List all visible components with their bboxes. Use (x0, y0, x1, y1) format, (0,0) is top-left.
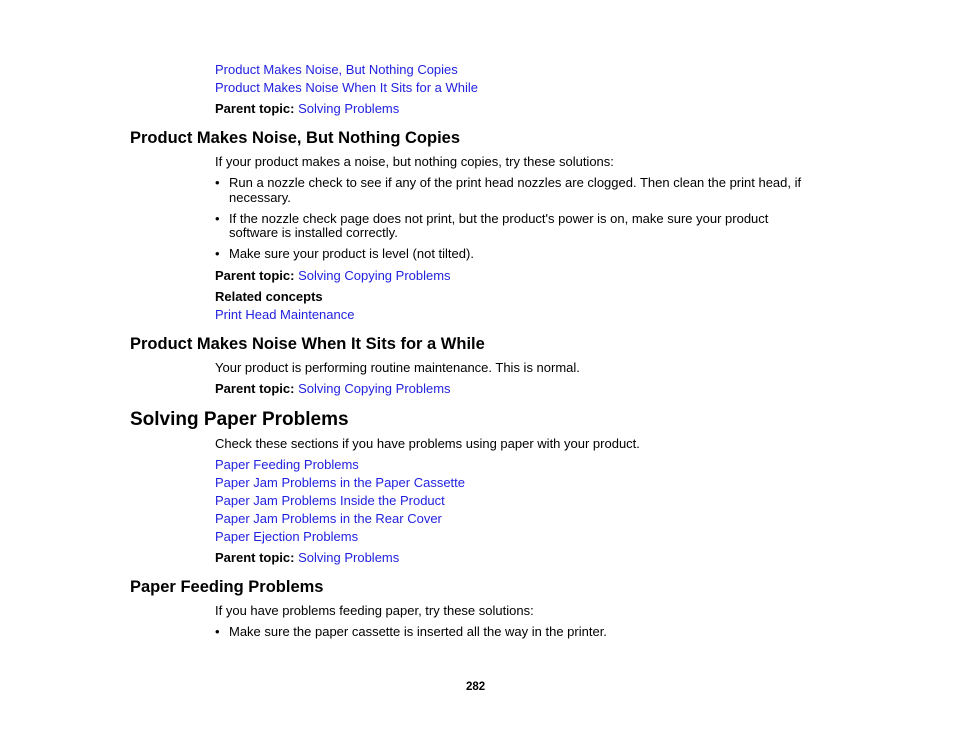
section3-parent-topic-link[interactable]: Solving Problems (298, 550, 400, 565)
section1-bullet-3: Make sure your product is level (not tilted). (229, 246, 474, 261)
section-heading-solving-paper-problems: Solving Paper Problems (130, 409, 349, 430)
parent-topic-label: Parent topic: (215, 550, 295, 565)
bullet-glyph: • (215, 211, 220, 226)
section3-parent-topic-line (215, 551, 399, 564)
section3-intro: Check these sections if you have problems using paper with your product. (215, 436, 640, 451)
section4-bullet-1: Make sure the paper cassette is inserted all the way in the printer. (229, 624, 607, 639)
link-paper-jam-cassette[interactable]: Paper Jam Problems in the Paper Cassette (215, 475, 466, 490)
section1-bullet-1-line2: necessary. (229, 190, 291, 205)
section1-parent-topic-link[interactable]: Solving Copying Problems (298, 268, 451, 283)
section2-parent-topic-line (215, 382, 451, 395)
link-paper-ejection-problems[interactable]: Paper Ejection Problems (215, 529, 359, 544)
section1-intro: If your product makes a noise, but nothing copies, try these solutions: (215, 154, 614, 169)
bullet-glyph: • (215, 624, 220, 639)
related-concepts-label: Related concepts (215, 289, 323, 304)
section1-bullet-1-line1: Run a nozzle check to see if any of the print head nozzles are clogged. Then clean the print head, if (229, 175, 802, 190)
section1-parent-topic-line (215, 269, 451, 282)
section-heading-noise-nothing-copies: Product Makes Noise, But Nothing Copies (130, 129, 461, 147)
section4-intro: If you have problems feeding paper, try these solutions: (215, 603, 534, 618)
section2-parent-topic-link[interactable]: Solving Copying Problems (298, 381, 451, 396)
parent-topic-link[interactable]: Solving Problems (298, 101, 400, 116)
bullet-glyph: • (215, 175, 220, 190)
parent-topic-label: Parent topic: (215, 268, 295, 283)
parent-topic-label: Parent topic: (215, 101, 295, 116)
related-link-print-head-maintenance[interactable]: Print Head Maintenance (215, 307, 355, 322)
top-link-noise-sits[interactable]: Product Makes Noise When It Sits for a While (215, 80, 478, 95)
section1-bullet-2-line2: software is installed correctly. (229, 225, 398, 240)
top-link-noise-nothing-copies[interactable]: Product Makes Noise, But Nothing Copies (215, 62, 458, 77)
section-heading-noise-sits: Product Makes Noise When It Sits for a While (130, 335, 485, 353)
section-heading-paper-feeding-problems: Paper Feeding Problems (130, 578, 324, 596)
link-paper-jam-inside[interactable]: Paper Jam Problems Inside the Product (215, 493, 445, 508)
section1-bullet-2-line1: If the nozzle check page does not print, but the product's power is on, make sure your product (229, 211, 769, 226)
bullet-glyph: • (215, 246, 220, 261)
parent-topic-line (215, 102, 399, 115)
page-number: 282 (466, 681, 486, 693)
section2-text: Your product is performing routine maintenance. This is normal. (215, 360, 580, 375)
link-paper-jam-rear-cover[interactable]: Paper Jam Problems in the Rear Cover (215, 511, 442, 526)
link-paper-feeding-problems[interactable]: Paper Feeding Problems (215, 457, 359, 472)
parent-topic-label: Parent topic: (215, 381, 295, 396)
